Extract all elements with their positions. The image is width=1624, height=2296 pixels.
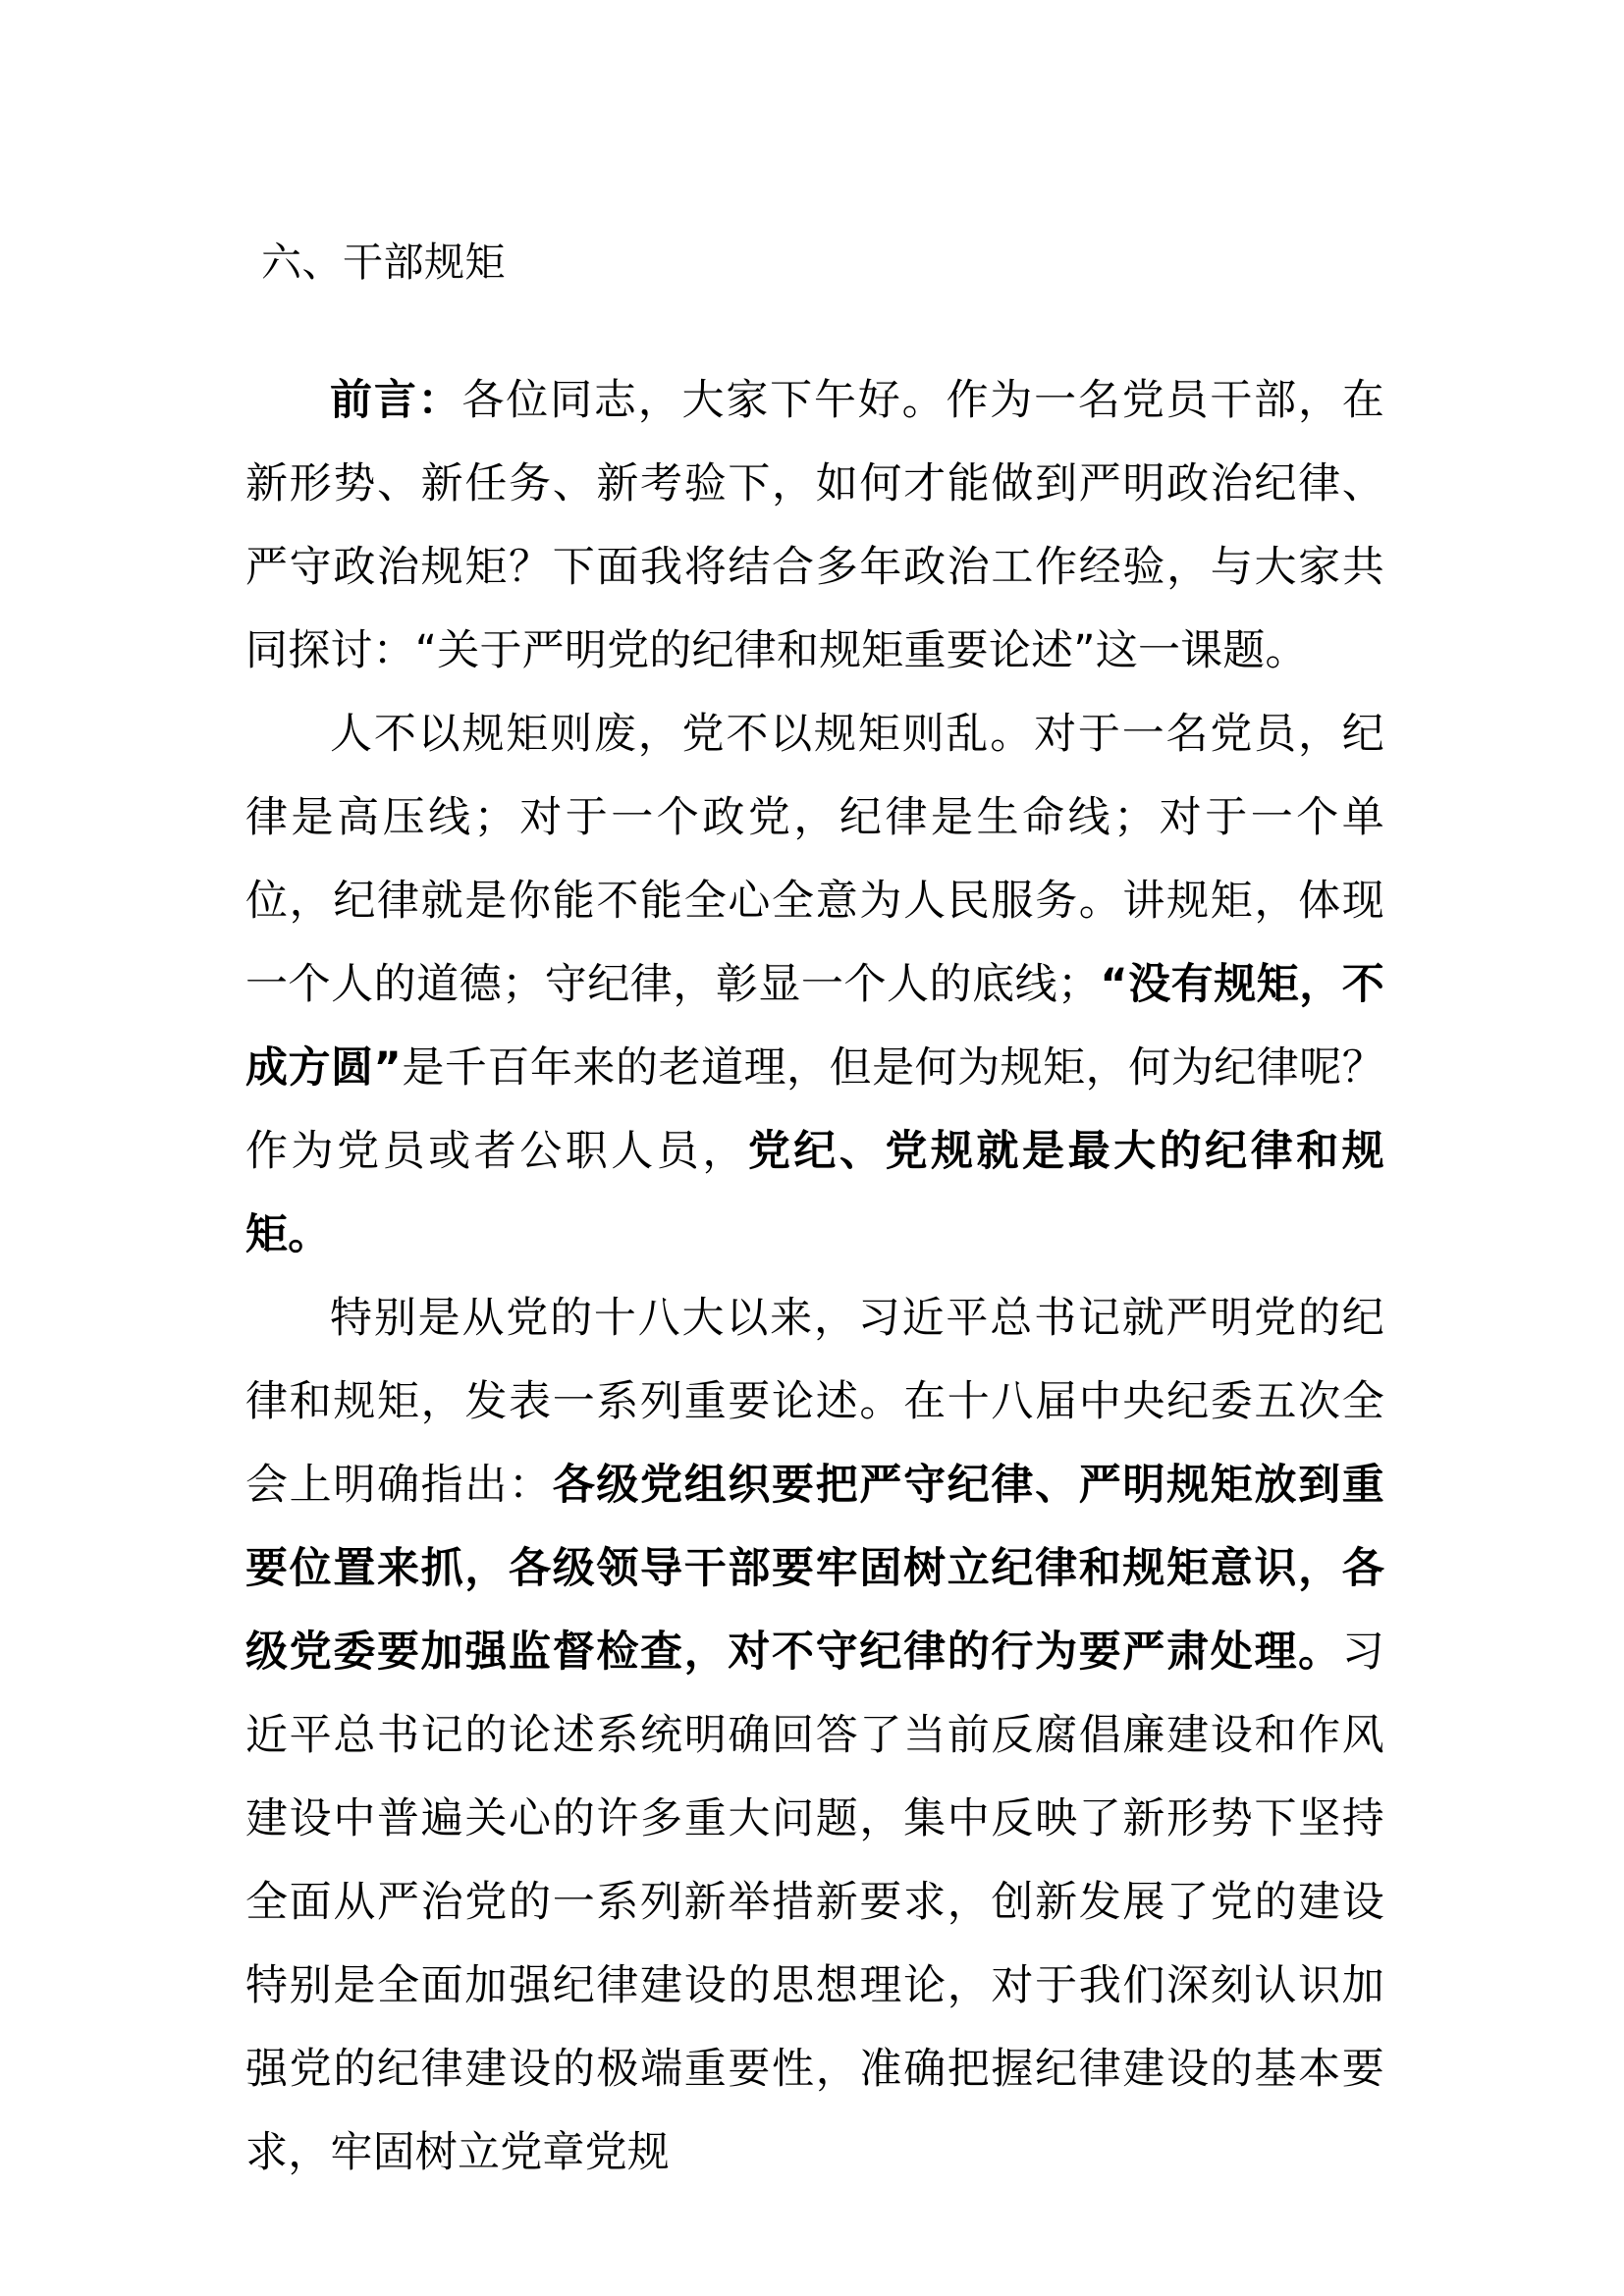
text-run-0: 特别是从党的十八大以来，习近平总书记就严明党的纪律和规矩，发表一系列重要论述。在十八届中央纪委五次全会上明确指出： <box>245 1294 1384 1510</box>
document-body <box>245 0 1384 2296</box>
text-run-1-bold: 各级党组织要把严守纪律、严明规矩放到重要位置来抓，各级领导干部要牢固树立纪律和规矩意识，各级党委要加强监督检查，对不守纪律的行为要严肃处理。 <box>245 1461 1384 1677</box>
text-run-1-bold: “没有规矩，不成方圆” <box>245 960 1385 1093</box>
paragraph-preface <box>245 359 1384 693</box>
page-bottom-margin <box>245 2195 1384 2296</box>
page-title: 六、干部规矩 <box>261 239 506 286</box>
text-run-0: 人不以规矩则废，党不以规矩则乱。对于一名党员，纪律是高压线；对于一个政党，纪律是生命线；对于一个单位，纪律就是你能不能全心全意为人民服务。讲规矩，体现一个人的道德；守纪律，彰显一个人的底线； <box>245 710 1384 1009</box>
paragraph-since-18th-congress <box>245 1277 1384 2195</box>
text-run-1: 各位同志，大家下午好。作为一名党员干部，在新形势、新任务、新考验下，如何才能做到严明政治纪律、严守政治规矩？下面我将结合多年政治工作经验，与大家共同探讨：“关于严明党的纪律和规矩重要论述”这一课题。 <box>245 376 1384 675</box>
text-run-2: 习近平总书记的论述系统明确回答了当前反腐倡廉建设和作风建设中普遍关心的许多重大问题，集中反映了新形势下坚持全面从严治党的一系列新举措新要求，创新发展了党的建设特别是全面加强纪律建设的思想理论，对于我们深刻认识加强党的纪律建设的极端重要性，准确把握纪律建设的基本要求，牢固树立党章党规 <box>245 1628 1384 2177</box>
paragraph-rules-matter <box>245 693 1384 1277</box>
text-run-0-bold: 前言： <box>330 376 462 425</box>
text-run-2: 是千百年来的老道理，但是何为规矩，何为纪律呢？作为党员或者公职人员， <box>245 1043 1384 1176</box>
text-run-3-bold: 党纪、党规就是最大的纪律和规矩。 <box>245 1127 1384 1259</box>
